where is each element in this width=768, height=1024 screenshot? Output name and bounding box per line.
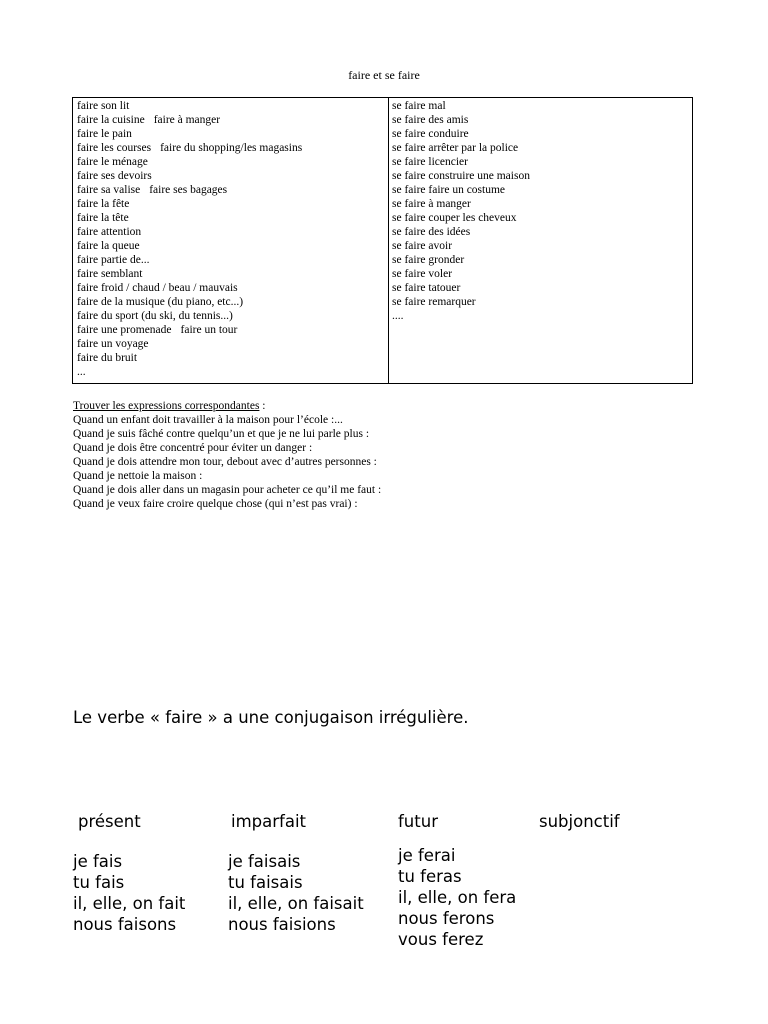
se-faire-row: ....	[392, 310, 404, 322]
se-faire-row: se faire mal	[392, 100, 446, 112]
verb-form: tu feras	[398, 867, 462, 886]
se-faire-row: se faire arrêter par la police	[392, 142, 519, 154]
faire-row: faire ses devoirs	[77, 170, 152, 182]
faire-row: faire un voyage	[77, 338, 149, 350]
faire-row: faire du bruit	[77, 352, 138, 364]
faire-row: faire la tête	[77, 212, 129, 224]
se-faire-row: se faire faire un costume	[392, 184, 506, 196]
verb-form: vous ferez	[398, 930, 484, 949]
exercise-heading: Trouver les expressions correspondantes :	[73, 400, 266, 412]
faire-row: faire sa valise faire ses bagages	[77, 184, 228, 196]
page-title: faire et se faire	[348, 68, 420, 82]
verb-form: je ferai	[398, 846, 456, 865]
faire-row: faire de la musique (du piano, etc...)	[77, 296, 244, 308]
se-faire-row: se faire licencier	[392, 156, 468, 168]
faire-row: faire le pain	[77, 128, 132, 140]
faire-row: faire la cuisine faire à manger	[77, 114, 221, 126]
exercise-line: Quand je nettoie la maison :	[73, 470, 203, 482]
se-faire-row: se faire voler	[392, 268, 453, 280]
verb-form: je fais	[73, 852, 123, 871]
exercise-line: Quand je suis fâché contre quelqu’un et que je ne lui parle plus :	[73, 428, 370, 440]
verb-form: nous faisions	[228, 915, 336, 934]
exercise-line: Quand je dois être concentré pour éviter un danger :	[73, 442, 313, 454]
tense-heading: futur	[398, 812, 438, 831]
tense-column-present	[78, 812, 141, 832]
se-faire-row: se faire gronder	[392, 254, 465, 266]
se-faire-column	[389, 98, 692, 383]
se-faire-row: se faire tatouer	[392, 282, 461, 294]
verb-form: nous ferons	[398, 909, 495, 928]
faire-row: faire une promenade faire un tour	[77, 324, 238, 336]
verb-form: je faisais	[228, 852, 301, 871]
verb-form: tu fais	[73, 873, 125, 892]
se-faire-row: se faire construire une maison	[392, 170, 530, 182]
faire-row: faire attention	[77, 226, 142, 238]
tense-column-futur	[398, 812, 438, 832]
tense-heading: présent	[78, 812, 141, 831]
faire-row: faire froid / chaud / beau / mauvais	[77, 282, 238, 294]
faire-row: faire son lit	[77, 100, 130, 112]
faire-row: faire la fête	[77, 198, 130, 210]
se-faire-row: se faire couper les cheveux	[392, 212, 517, 224]
verb-form: il, elle, on faisait	[228, 894, 364, 913]
tense-heading: subjonctif	[539, 812, 620, 831]
se-faire-row: se faire à manger	[392, 198, 471, 210]
tense-column-imparfait	[231, 812, 306, 832]
exercise-line: Quand je dois aller dans un magasin pour acheter ce qu’il me faut :	[73, 484, 382, 496]
tense-forms-present	[73, 851, 185, 935]
faire-row: faire du sport (du ski, du tennis...)	[77, 310, 233, 322]
se-faire-row: se faire des idées	[392, 226, 471, 238]
exercise-line: Quand je veux faire croire quelque chose (qui n’est pas vrai) :	[73, 498, 358, 510]
faire-row: ...	[77, 366, 86, 378]
faire-row: faire semblant	[77, 268, 143, 280]
verb-form: il, elle, on fait	[73, 894, 186, 913]
verb-form: il, elle, on fera	[398, 888, 517, 907]
expressions-table	[72, 97, 693, 384]
conjugation-title: Le verbe « faire » a une conjugaison irrégulière.	[73, 708, 469, 727]
faire-column	[73, 98, 389, 383]
exercise-section	[73, 399, 381, 511]
se-faire-row: se faire des amis	[392, 114, 469, 126]
exercise-line: Quand un enfant doit travailler à la maison pour l’école :...	[73, 414, 343, 426]
se-faire-row: se faire avoir	[392, 240, 453, 252]
tense-column-subjonctif	[539, 812, 620, 832]
verb-form: tu faisais	[228, 873, 303, 892]
tense-heading: imparfait	[231, 812, 306, 831]
tense-forms-futur	[398, 845, 516, 950]
se-faire-row: se faire conduire	[392, 128, 469, 140]
verb-form: nous faisons	[73, 915, 177, 934]
exercise-line: Quand je dois attendre mon tour, debout avec d’autres personnes :	[73, 456, 377, 468]
faire-row: faire partie de...	[77, 254, 150, 266]
faire-row: faire le ménage	[77, 156, 148, 168]
faire-row: faire les courses faire du shopping/les magasins	[77, 142, 303, 154]
se-faire-row: se faire remarquer	[392, 296, 476, 308]
faire-row: faire la queue	[77, 240, 140, 252]
tense-forms-imparfait	[228, 851, 364, 935]
